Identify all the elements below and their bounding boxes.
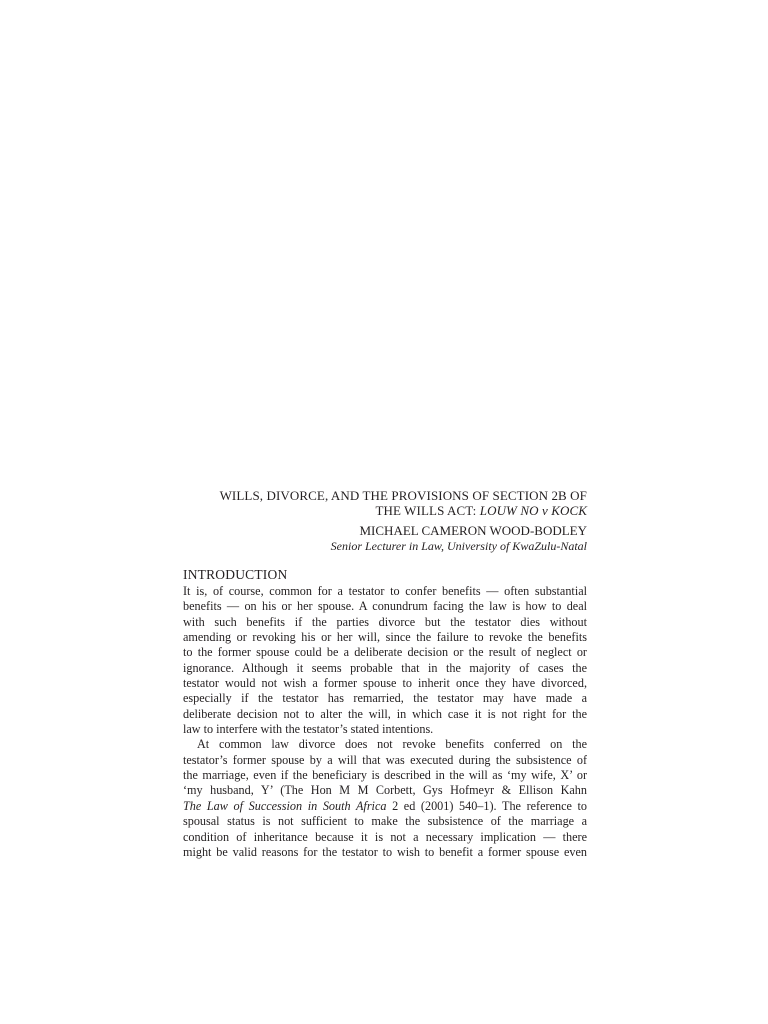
paragraph-2-line: the marriage, even if the beneficiary is described in the will as ‘my wife, X’ or <box>183 768 587 783</box>
author-name: MICHAEL CAMERON WOOD-BODLEY <box>359 523 587 538</box>
article-header <box>183 488 587 554</box>
case-name-part-b: KOCK <box>551 503 587 518</box>
paragraph-1-line: law to interfere with the testator’s stated intentions. <box>183 722 434 737</box>
section-heading: INTRODUCTION <box>183 567 288 582</box>
citation-text: 2 ed (2001) 540–1). The reference to <box>386 798 587 813</box>
body-text <box>183 584 587 860</box>
article-title-line-2 <box>183 503 587 518</box>
paragraph-2-line <box>183 799 587 814</box>
paragraph-1-line: ignorance. Although it seems probable that in the majority of cases the <box>183 660 587 675</box>
paragraph-1-line: It is, of course, common for a testator to confer benefits — often substantial <box>183 584 587 598</box>
paragraph-2-line: condition of inheritance because it is not a necessary implication — there <box>183 829 587 844</box>
paragraph-2-line: At common law divorce does not revoke benefits conferred on the <box>197 737 587 752</box>
paragraph-2-line: testator’s former spouse by a will that was executed during the subsistence of <box>183 752 587 767</box>
case-name-part-a: LOUW NO <box>479 503 539 518</box>
paragraph-1-line: testator would not wish a former spouse to inherit once they have divorced, <box>183 676 587 691</box>
case-name-versus: v <box>538 503 552 518</box>
paragraph-2-line: ‘my husband, Y’ (The Hon M M Corbett, Gys Hofmeyr & Ellison Kahn <box>183 783 587 798</box>
paragraph-1-line: benefits — on his or her spouse. A conundrum facing the law is how to deal <box>183 599 587 614</box>
paragraph-2-line: might be valid reasons for the testator to wish to benefit a former spouse even <box>183 844 587 859</box>
author-affiliation: Senior Lecturer in Law, University of KwaZulu-Natal <box>330 539 587 553</box>
paragraph-1-line: deliberate decision not to alter the will, in which case it is not right for the <box>183 706 587 721</box>
paragraph-1-line: especially if the testator has remarried, the testator may have made a <box>183 691 587 706</box>
paragraph-2-line: spousal status is not sufficient to make the subsistence of the marriage a <box>183 814 587 829</box>
article-title-line-1: WILLS, DIVORCE, AND THE PROVISIONS OF SECTION 2B OF <box>219 488 587 503</box>
article-title-prefix: THE WILLS ACT: <box>375 503 480 518</box>
paragraph-1-line: with such benefits if the parties divorce but the testator dies without <box>183 614 587 629</box>
paragraph-1-line: to the former spouse could be a deliberate decision or the result of neglect or <box>183 645 587 660</box>
paragraph-1-line: amending or revoking his or her will, since the failure to revoke the benefits <box>183 630 587 645</box>
book-title: The Law of Succession in South Africa <box>183 798 387 813</box>
